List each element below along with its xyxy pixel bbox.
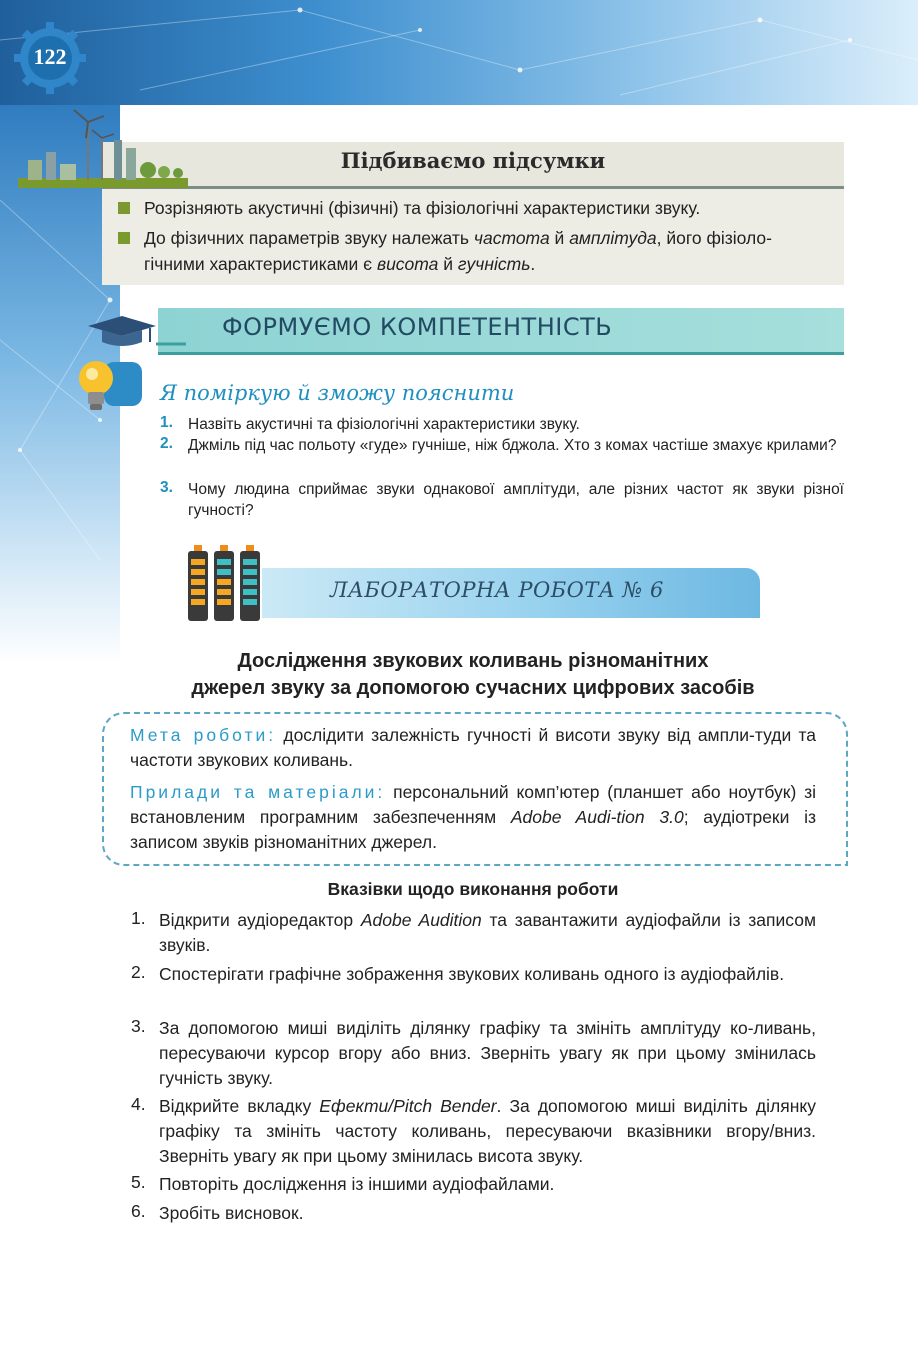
batteries-icon	[184, 545, 264, 621]
page-number: 122	[33, 44, 67, 69]
step-number: 6.	[131, 1201, 146, 1221]
bullet-icon	[118, 202, 130, 214]
question-number: 1.	[160, 414, 173, 431]
question-3: Чому людина сприймає звуки однакової амплітуди, але різних частот як звуки різної гучності?	[188, 481, 844, 519]
step-number: 1.	[131, 908, 146, 928]
step-4: Відкрийте вкладку Ефекти/Pitch Bender. За допомогою миші виділіть ділянку графіку та змініть частоту коливань, пересуваючи вказівники вгору/вниз. Зверніть увагу як при цьому змінилась висота звуку.	[159, 1096, 816, 1166]
step-6: Зробіть висновок.	[159, 1203, 304, 1223]
summary-item-2: До фізичних параметрів звуку належать частота й амплітуда, його фізіоло- гічними характеристиками є висота й гучність.	[144, 228, 772, 274]
question-1: Назвіть акустичні та фізіологічні характеристики звуку.	[188, 416, 580, 433]
lab-materials: Прилади та матеріали: персональний комп’ютер (планшет або ноутбук) зі встановленим програмним забезпеченням Adobe Audi-tion 3.0; аудіотреки із записом звуків різноманітних джерел.	[130, 782, 817, 852]
step-2: Спостерігати графічне зображення звукових коливань одного із аудіофайлів.	[159, 964, 785, 984]
step-3: За допомогою миші виділіть ділянку графіку та змініть амплітуду ко-ливань, пересуваючи курсор вгору або вниз. Зверніть увагу як при цьому змінилась гучність звуку.	[159, 1018, 816, 1088]
lab-goal: Мета роботи: дослідити залежність гучності й висоти звуку від ампли-туди та частоти звукових коливань.	[130, 725, 816, 770]
summary-title: Підбиваємо підсумки	[340, 148, 606, 173]
summary-item-1: Розрізняють акустичні (фізичні) та фізіологічні характеристики звуку.	[144, 198, 701, 218]
step-number: 4.	[131, 1094, 146, 1114]
question-number: 2.	[160, 435, 173, 452]
step-5: Повторіть дослідження із іншими аудіофайлами.	[159, 1174, 555, 1194]
lightbulb-icon	[74, 356, 144, 418]
question-number: 3.	[160, 479, 173, 496]
step-number: 3.	[131, 1016, 146, 1036]
graduation-cap-icon	[88, 316, 186, 350]
lab-title: ЛАБОРАТОРНА РОБОТА № 6	[330, 578, 664, 602]
competence-title: ФОРМУЄМО КОМПЕТЕНТНІСТЬ	[222, 313, 613, 341]
step-number: 5.	[131, 1172, 146, 1192]
question-2: Джміль під час польоту «гуде» гучніше, ніж бджола. Хто з комах частіше змахує крилами?	[188, 437, 837, 454]
city-wind-turbines-icon	[18, 104, 188, 188]
section-title-explain: Я поміркую й зможу пояснити	[160, 381, 515, 405]
bullet-icon	[118, 232, 130, 244]
step-1: Відкрити аудіоредактор Adobe Audition та завантажити аудіофайли із записом звуків.	[159, 910, 817, 955]
step-number: 2.	[131, 962, 146, 982]
instructions-title: Вказівки щодо виконання роботи	[327, 879, 619, 899]
lab-subject: Дослідження звукових коливань різноманітних джерел звуку за допомогою сучасних цифрових засобів	[191, 650, 755, 699]
